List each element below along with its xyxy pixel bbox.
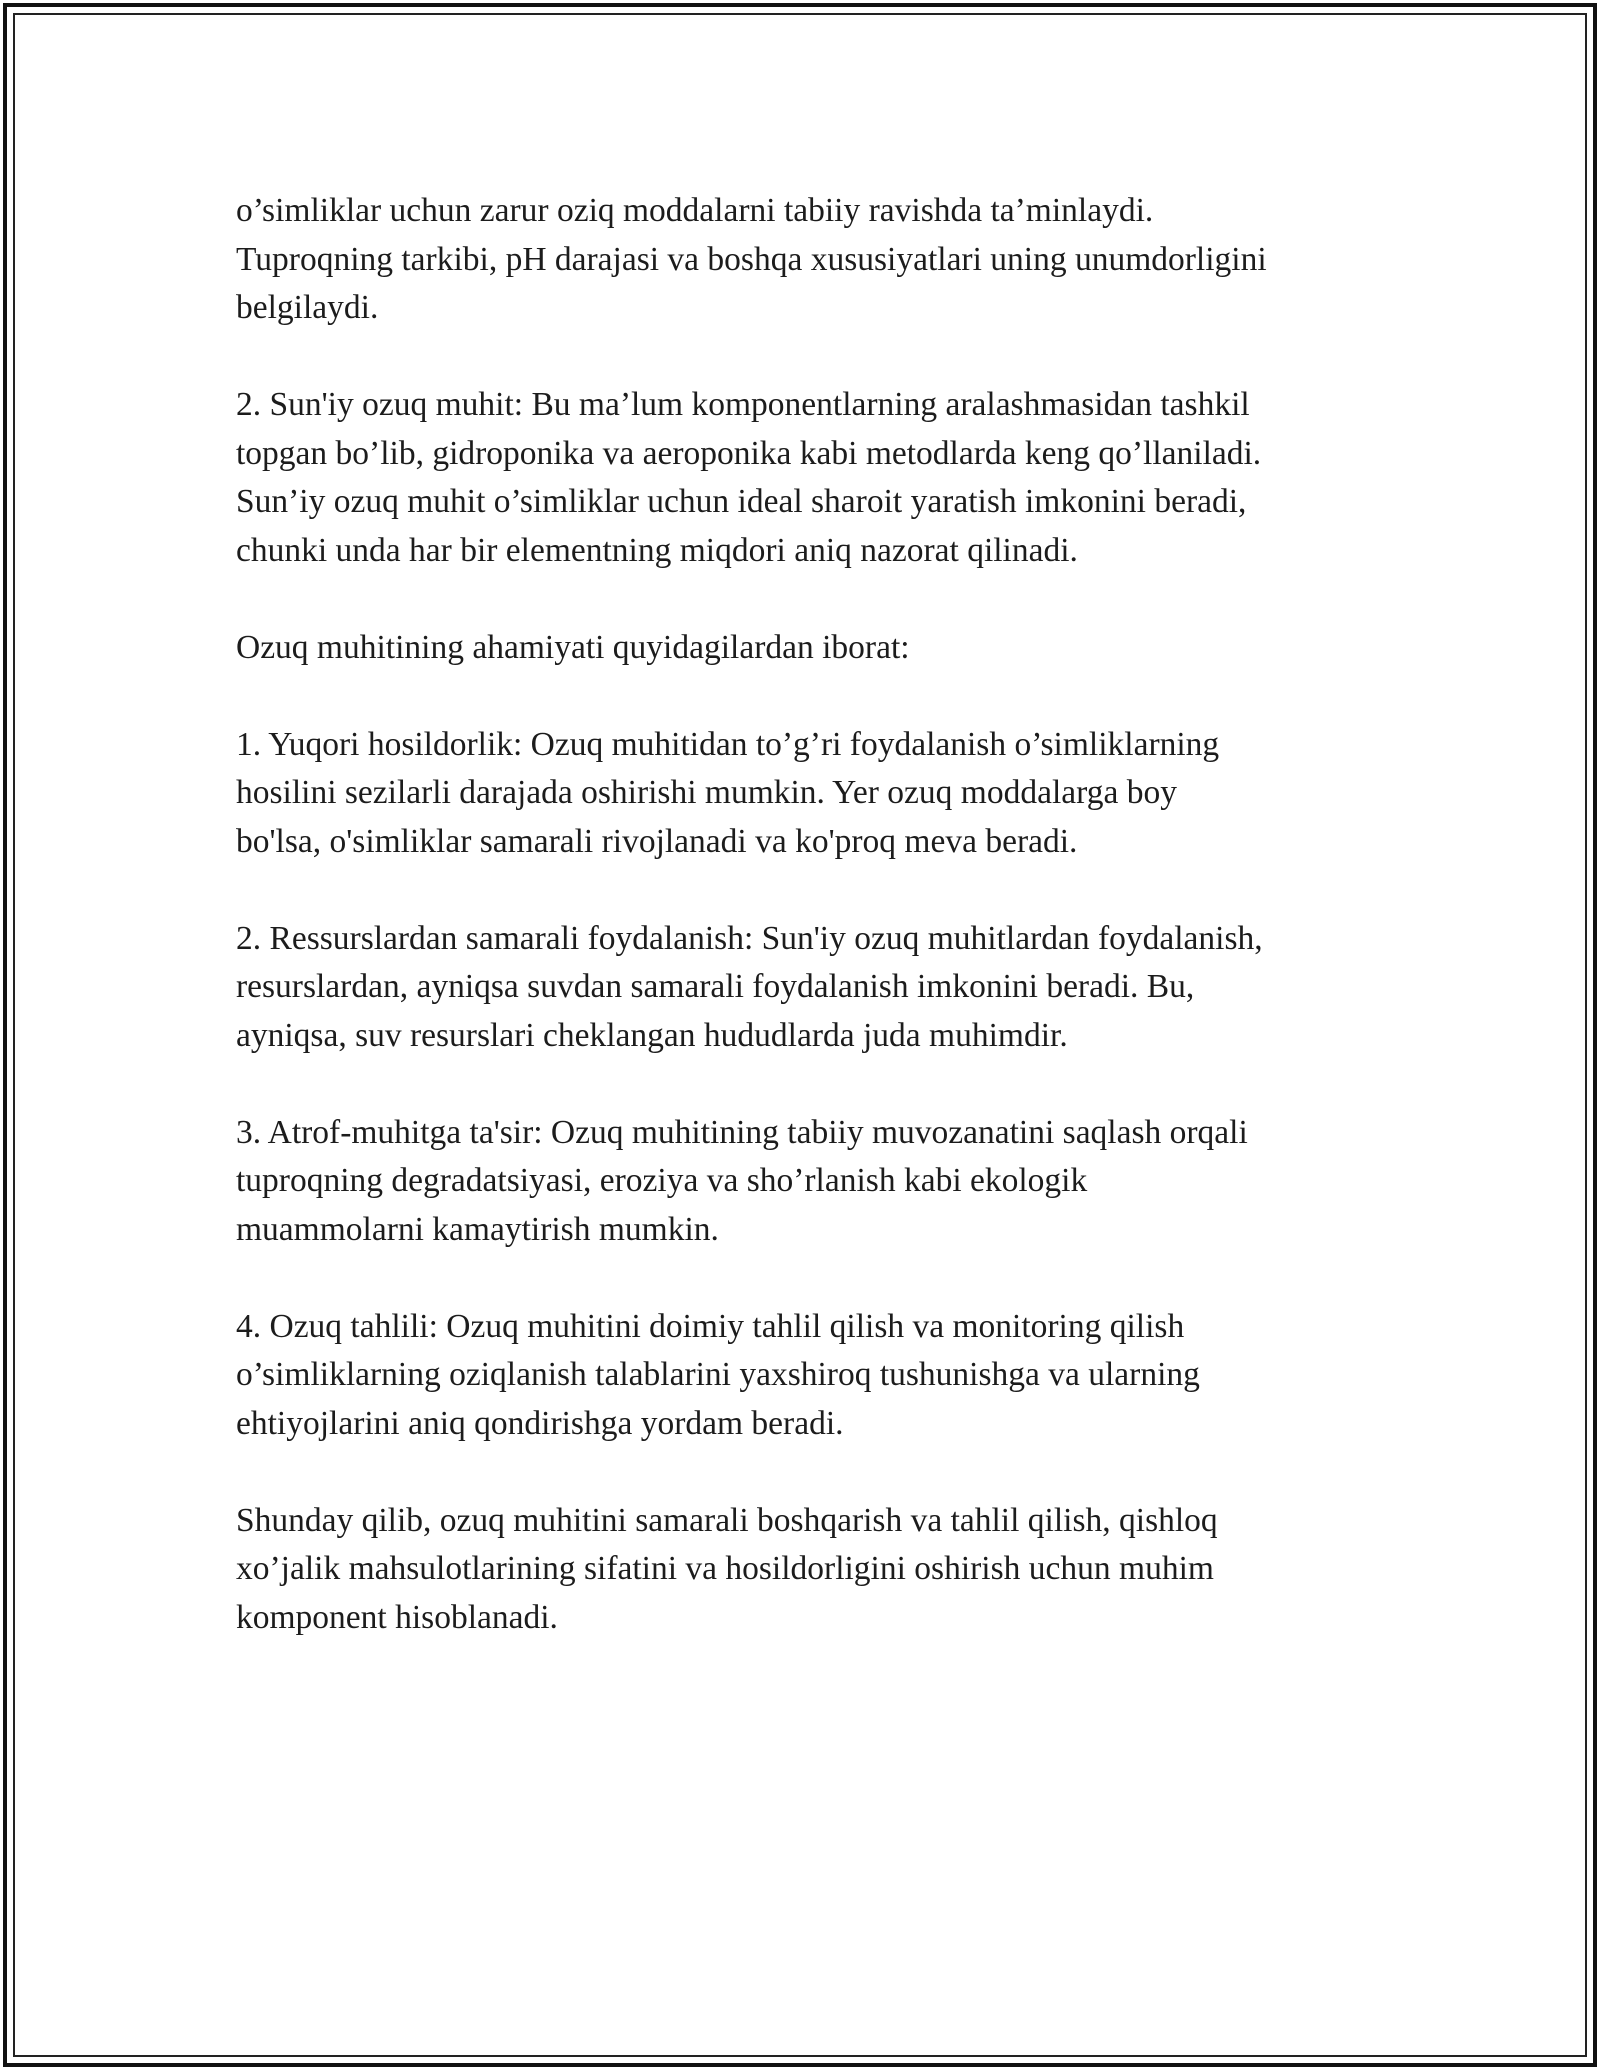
text-line: 4. Ozuq tahlili: Ozuq muhitini doimiy tahlil qilish va monitoring qilish [236, 1307, 1185, 1345]
text-line: Shunday qilib, ozuq muhitini samarali boshqarish va tahlil qilish, qishloq [236, 1501, 1218, 1539]
text-line: resurslardan, ayniqsa suvdan samarali foydalanish imkonini beradi. Bu, [236, 968, 1195, 1005]
text-line: komponent hisoblanadi. [236, 1598, 558, 1636]
text-line: ayniqsa, suv resurslari cheklangan hududlarda juda muhimdir. [236, 1016, 1068, 1054]
paragraph-conclusion [236, 1497, 1416, 1643]
text-line: belgilaydi. [236, 289, 379, 326]
text-line: tuproqning degradatsiyasi, eroziya va sho’rlanish kabi ekologik [236, 1162, 1088, 1199]
text-line: Ozuq muhitining ahamiyati quyidagilardan iborat: [236, 628, 910, 666]
paragraph-resource-efficiency [236, 915, 1416, 1061]
text-line: topgan bo’lib, gidroponika va aeroponika kabi metodlarda keng qo’llaniladi. [236, 434, 1262, 472]
paragraph-soil-continuation [236, 187, 1416, 333]
text-line: hosilini sezilarli darajada oshirishi mumkin. Yer ozuq moddalarga boy [236, 774, 1177, 811]
text-line: Tuproqning tarkibi, pH darajasi va boshqa xususiyatlari uning unumdorligini [236, 240, 1267, 278]
text-line: ehtiyojlarini aniq qondirishga yordam beradi. [236, 1404, 844, 1442]
text-line: 2. Ressurslardan samarali foydalanish: Sun'iy ozuq muhitlardan foydalanish, [236, 919, 1263, 957]
text-line: 3. Atrof-muhitga ta'sir: Ozuq muhitining tabiiy muvozanatini saqlash orqali [236, 1113, 1248, 1151]
text-line: 1. Yuqori hosildorlik: Ozuq muhitidan to’g’ri foydalanish o’simliklarning [236, 725, 1220, 763]
text-line: o’simliklarning oziqlanish talablarini yaxshiroq tushunishga va ularning [236, 1356, 1200, 1393]
paragraph-high-yield [236, 721, 1416, 867]
text-line: Sun’iy ozuq muhit o’simliklar uchun ideal sharoit yaratish imkonini beradi, [236, 483, 1247, 520]
paragraph-importance-intro [236, 624, 1416, 673]
text-line: xo’jalik mahsulotlarining sifatini va hosildorligini oshirish uchun muhim [236, 1550, 1214, 1587]
text-line: muammolarni kamaytirish mumkin. [236, 1210, 719, 1248]
document-body [236, 187, 1416, 1691]
paragraph-artificial-medium [236, 381, 1416, 575]
text-line: chunki unda har bir elementning miqdori aniq nazorat qilinadi. [236, 531, 1078, 569]
text-line: 2. Sun'iy ozuq muhit: Bu ma’lum komponentlarning aralashmasidan tashkil [236, 386, 1250, 423]
paragraph-nutrient-analysis [236, 1303, 1416, 1449]
paragraph-environmental-impact [236, 1109, 1416, 1255]
text-line: o’simliklar uchun zarur oziq moddalarni tabiiy ravishda ta’minlaydi. [236, 192, 1154, 229]
text-line: bo'lsa, o'simliklar samarali rivojlanadi va ko'proq meva beradi. [236, 822, 1078, 860]
